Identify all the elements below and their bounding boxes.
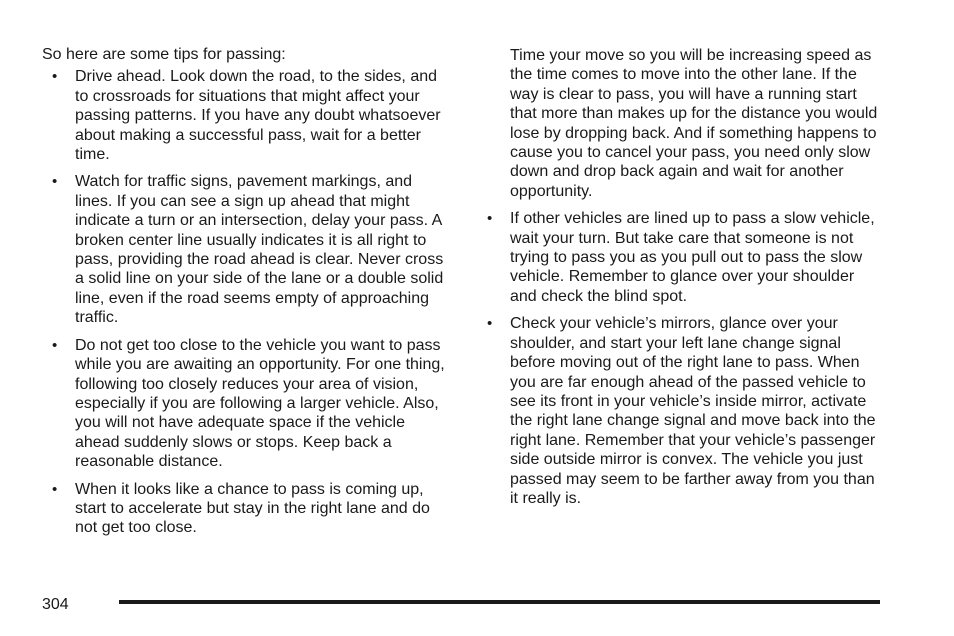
list-item	[42, 172, 452, 327]
tip-text: When it looks like a chance to pass is coming up, start to accelerate but stay in the right lane and do not get too close.	[75, 480, 430, 537]
list-item	[42, 480, 452, 538]
tip-text: Do not get too close to the vehicle you want to pass while you are awaiting an opportunity. For one thing, following too closely reduces your area of vision, especially if you are following a larger vehicle. Also, you will not have adequate space if the vehicle ahead suddenly slows or stops. Keep back a reasonable distance.	[75, 336, 445, 471]
bullet-icon: •	[52, 68, 58, 86]
bullet-icon: •	[487, 315, 493, 333]
tip-text: Check your vehicle’s mirrors, glance over your shoulder, and start your left lane change signal before moving out of the right lane to pass. When you are far enough ahead of the passed vehicle to see its front in your vehicle’s inside mirror, activate the right lane change signal and move back into the right lane. Remember that your vehicle’s passenger side outside mirror is convex. The vehicle you just passed may seem to be farther away from you than it really is.	[510, 315, 876, 507]
footer-rule	[119, 600, 880, 604]
tip-text: If other vehicles are lined up to pass a slow vehicle, wait your turn. But take care that someone is not trying to pass you as you pull out to pass the slow vehicle. Remember to glance over your shoulder and check the blind spot.	[510, 210, 875, 305]
right-tip-list	[480, 209, 880, 508]
tip-text: Watch for traffic signs, pavement markings, and lines. If you can see a sign up ahead that might indicate a turn or an intersection, delay your pass. A broken center line usually indicates it is all right to pass, providing the road ahead is clear. Never cross a solid line on your side of the lane or a double solid line, even if the road seems empty of approaching traffic.	[75, 173, 444, 327]
list-item	[480, 209, 880, 306]
bullet-icon: •	[52, 173, 58, 191]
list-item	[480, 314, 880, 508]
right-column	[480, 46, 880, 516]
left-column	[42, 45, 452, 546]
list-item	[42, 336, 452, 472]
continuation-text: Time your move so you will be increasing speed as the time comes to move into the other lane. If the way is clear to pass, you will have a running start that more than makes up for the distance you would lose by dropping back. And if something happens to cause you to cancel your pass, you need only slow down and drop back again and wait for another opportunity.	[510, 47, 878, 200]
left-tip-list	[42, 67, 452, 537]
tip-text: Drive ahead. Look down the road, to the sides, and to crossroads for situations that might affect your passing patterns. If you have any doubt whatsoever about making a successful pass, wait for a better time.	[75, 68, 441, 164]
bullet-icon: •	[487, 210, 493, 228]
bullet-icon: •	[52, 480, 58, 498]
list-item	[42, 67, 452, 164]
page-number: 304	[42, 596, 69, 613]
bullet-icon: •	[52, 336, 58, 354]
intro-text: So here are some tips for passing:	[42, 46, 286, 63]
